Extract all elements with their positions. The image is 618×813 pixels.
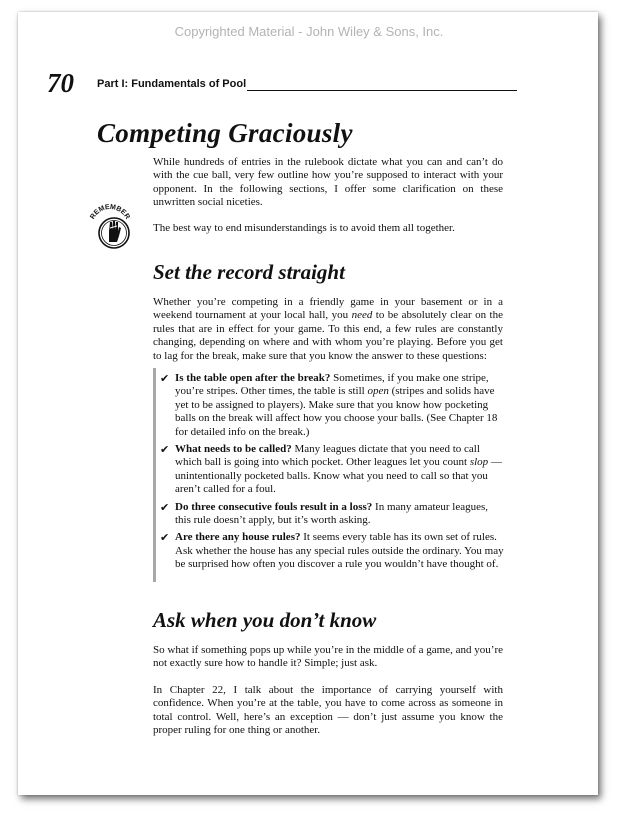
header-rule <box>247 90 517 91</box>
page-number: 70 <box>47 68 74 98</box>
list-item: ✔ Do three consecutive fouls result in a loss? In many amateur leagues, this rule doesn’t apply, but it’s worth asking. <box>160 500 489 527</box>
ask-paragraph-1: So what if something pops up while you’re in the middle of a game, and you’re not exactly sure how to handle it? Simple; just ask. <box>153 644 503 670</box>
intro-paragraph: While hundreds of entries in the rulebook dictate what you can and can’t do with the cue ball, very few outline how you’re supposed to interact with your opponent. In the following sections, I offer some clarification on these unwritten social niceties. <box>153 156 503 209</box>
questions-list <box>160 372 505 576</box>
checkmark-icon: ✔ <box>160 500 170 514</box>
subsection-title-record: Set the record straight <box>153 260 345 284</box>
list-item: ✔ Are there any house rules? It seems every table has its own set of rules. Ask whether the house has any special rules outside the ordinary. You may be surprised how often you discover a rule you wouldn’t have thought of. <box>160 531 504 571</box>
checkmark-icon: ✔ <box>160 531 170 545</box>
remember-label: REMEMBER <box>89 203 131 221</box>
bullet-list-bar <box>153 368 156 582</box>
subsection-title-ask: Ask when you don’t know <box>153 608 377 632</box>
section-title: Competing Graciously <box>97 118 353 148</box>
copyright-watermark: Copyrighted Material - John Wiley & Sons, Inc. <box>174 24 444 39</box>
remember-icon <box>86 200 132 252</box>
checkmark-icon: ✔ <box>160 443 170 457</box>
list-item: ✔ What needs to be called? Many leagues dictate that you need to call which ball is going into which pocket. Other leagues let you count slop — unintentionally pocketed balls. Know what you need to call so that you aren’t called for a foul. <box>160 443 502 496</box>
record-paragraph: Whether you’re competing in a friendly game in your basement or in a weekend tournament at your local hall, you need to be absolutely clear on the rules that are in effect for your game. To this end, a few rules are constantly changing, depending on where and with whom you’re playing. Before you get to lag for the break, make sure that you know the answer to these questions: <box>153 296 503 362</box>
remember-paragraph: The best way to end misunderstandings is to avoid them all together. <box>153 222 455 234</box>
list-item: ✔ Is the table open after the break? Sometimes, if you make one stripe, you’re stripes. Other times, the table is still open (stripes and solids have yet to be assigned to players). Make sure that you know how pocketing balls on the break will affect how you choose your balls. (See Chapter 18 for detailed info on the break.) <box>160 372 498 438</box>
running-head: Part I: Fundamentals of Pool <box>97 78 247 90</box>
checkmark-icon: ✔ <box>160 372 170 385</box>
ask-paragraph-2: In Chapter 22, I talk about the importance of carrying yourself with confidence. When you’re at the table, you have to come across as someone in total control. Well, here’s an exception — don’t just assume you know the proper ruling for one thing or another. <box>153 684 503 737</box>
